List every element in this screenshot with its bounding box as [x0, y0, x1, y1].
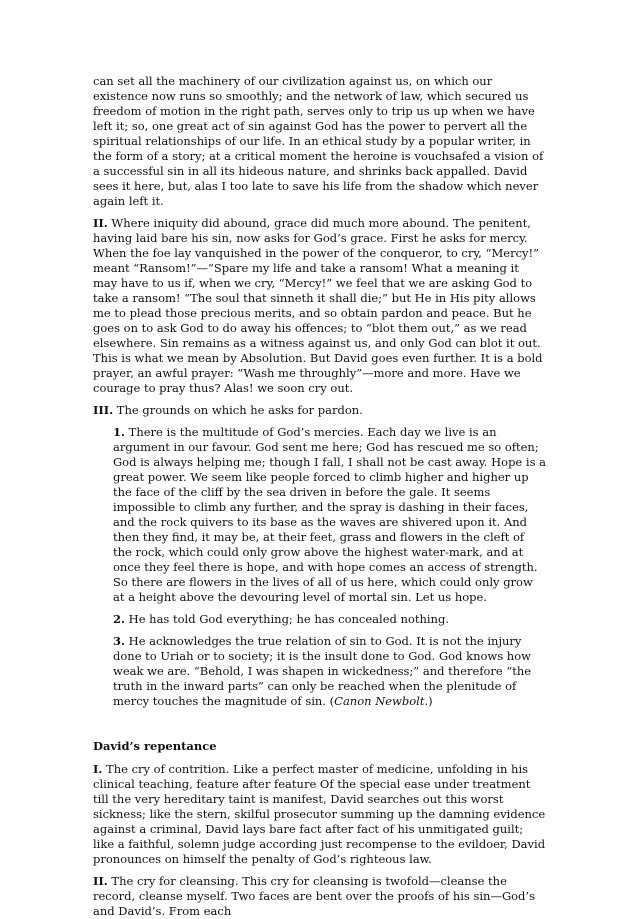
- paragraph-text: can set all the machinery of our civilization against us, on which our existence now runs so smoothly; and the network of law, which secured us freedom of motion in the right path, serves only to trip us up when we have left it; so, one great act of sin against God has the power to pervert all the spiritual relationships of our life. In an ethical study by a popular writer, in the form of a story; at a critical moment the heroine is vouchsafed a vision of a successful sin in all its hideous nature, and shrinks back appalled. David sees it here, but, alas I too late to save his life from the shadow which never again left it.: [93, 74, 544, 208]
- paragraph-repentance-ii: [93, 874, 546, 919]
- section-number: III.: [93, 403, 114, 417]
- paragraph-text: The cry of contrition. Like a perfect master of medicine, unfolding in his clinical teaching, feature after feature Of the special ease under treatment till the very hereditary taint is manifest, David searches out this worst sickness; like the stern, skilful prosecutor summing up the damning evidence against a criminal, David lays bare fact after fact of his unmitigated guilt; like a faithful, solemn judge according just recompense to the evildoer, David pronounces on himself the penalty of God’s righteous law.: [93, 762, 546, 866]
- section-number: I.: [93, 762, 103, 776]
- paragraph-text: The cry for cleansing. This cry for cleansing is twofold—cleanse the record, cleanse myself. Two faces are bent over the proofs of his sin—God’s and David’s. From each: [93, 874, 535, 918]
- paragraph-point-2: [113, 612, 546, 627]
- paragraph-text: He has told God everything; he has concealed nothing.: [125, 612, 449, 626]
- paragraph-text: He acknowledges the true relation of sin to God. It is not the injury done to Uriah or to society; it is the insult done to God. God knows how weak we are. “Behold, I was shapen in wickedness;” and therefore “the truth in the inward parts” can only be reached when the plenitude of mercy touches the magnitude of sin. (: [113, 634, 532, 708]
- citation-author: Canon Newbolt: [334, 694, 425, 708]
- paragraph-repentance-i: [93, 762, 546, 867]
- paragraph-text: There is the multitude of God’s mercies. Each day we live is an argument in our favour. God sent me here; God has rescued me so often; God is always helping me; though I fall, I shall not be cast away. Hope is a great power. We seem like people forced to climb higher and higher up the face of the cliff by the sea driven in before the gale. It seems impossible to climb any further, and the spray is dashing in their faces, and the rock quivers to its base as the waves are shivered upon it. And then they find, it may be, at their feet, grass and flowers in the cleft of the rock, which could only grow above the highest water-mark, and at once they feel there is hope, and with hope comes an access of strength. So there are flowers in the lives of all of us here, which could only grow at a height above the devouring level of mortal sin. Let us hope.: [113, 425, 546, 604]
- section-number: II.: [93, 874, 108, 888]
- citation-close: .): [424, 694, 433, 708]
- document-page: [93, 74, 546, 919]
- paragraph-text: The grounds on which he asks for pardon.: [113, 403, 363, 417]
- paragraph-continuation: [93, 74, 546, 209]
- point-number: 2.: [113, 612, 126, 626]
- paragraph-point-1: [113, 425, 546, 605]
- paragraph-text: Where iniquity did abound, grace did much more abound. The penitent, having laid bare his sin, now asks for God’s grace. First he asks for mercy. When the foe lay vanquished in the power of the conqueror, to cry, “Mercy!” meant “Ransom!”—“Spare my life and take a ransom! What a meaning it may have to us if, when we cry, “Mercy!” we feel that we are asking God to take a ransom! “The soul that sinneth it shall die;” but He in His pity allows me to plead those precious merits, and so obtain pardon and peace. But he goes on to ask God to do away his offences; to “blot them out,” as we read elsewhere. Sin remains as a witness against us, and only God can blot it out. This is what we mean by Absolution. But David goes even further. It is a bold prayer, an awful prayer: “Wash me throughly”—more and more. Have we courage to pray thus? Alas! we soon cry out.: [93, 216, 543, 395]
- section-heading: David’s repentance: [93, 739, 217, 753]
- point-number: 1.: [113, 425, 126, 439]
- paragraph-section-iii: [93, 403, 546, 418]
- section-number: II.: [93, 216, 108, 230]
- paragraph-point-3: [113, 634, 546, 709]
- paragraph-section-ii: [93, 216, 546, 396]
- point-number: 3.: [113, 634, 126, 648]
